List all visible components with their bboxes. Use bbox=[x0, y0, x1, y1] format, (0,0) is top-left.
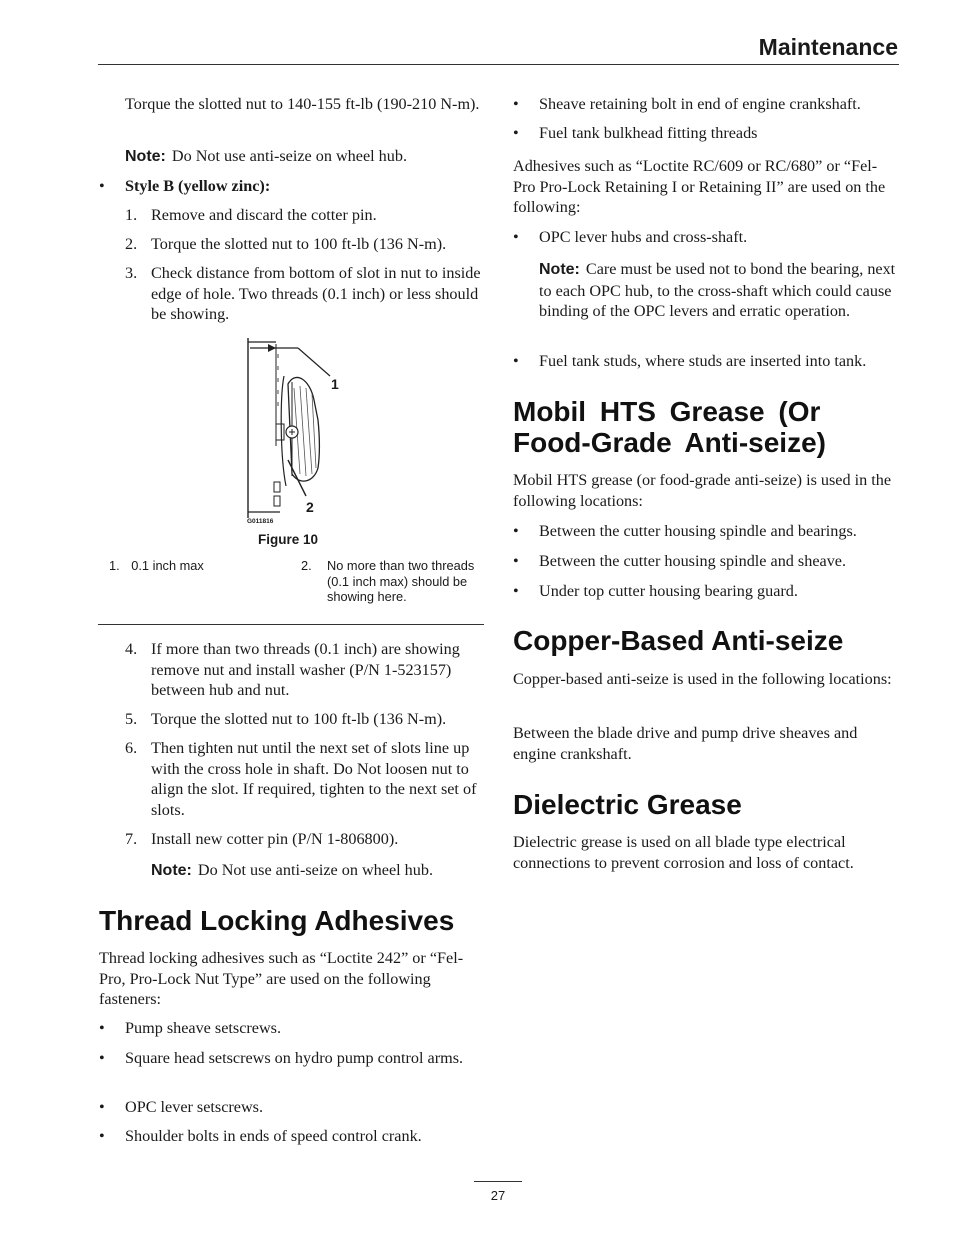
bullet-mark: • bbox=[513, 352, 519, 370]
bullet-mark: • bbox=[99, 1098, 105, 1116]
bullet-mark: • bbox=[513, 95, 519, 113]
note-wheel-hub-2 bbox=[151, 860, 485, 882]
list-item-text: OPC lever hubs and cross-shaft. bbox=[539, 228, 748, 246]
list-item bbox=[99, 1018, 485, 1039]
legend-number: 2. bbox=[301, 558, 312, 573]
list-item bbox=[99, 1097, 485, 1118]
figure-id-label: G011816 bbox=[247, 518, 274, 525]
step-text: Torque the slotted nut to 100 ft-lb (136 N-m). bbox=[151, 235, 447, 253]
list-item bbox=[513, 351, 903, 372]
copper-anti-seize-heading: Copper-Based Anti-seize bbox=[513, 625, 844, 656]
list-item-text: Under top cutter housing bearing guard. bbox=[539, 582, 798, 600]
bullet-mark: • bbox=[99, 1127, 105, 1145]
page-number: 27 bbox=[490, 1188, 506, 1203]
list-item bbox=[99, 1126, 485, 1147]
list-item-text: Fuel tank studs, where studs are inserted into tank. bbox=[539, 352, 867, 370]
legend-text: No more than two threads (0.1 inch max) should be showing here. bbox=[327, 558, 475, 604]
thread-locking-heading: Thread Locking Adhesives bbox=[99, 905, 455, 936]
page-section-title: Maintenance bbox=[758, 34, 898, 60]
bullet-mark: • bbox=[99, 177, 105, 195]
step-text: Install new cotter pin (P/N 1-806800). bbox=[151, 830, 399, 848]
bullet-mark: • bbox=[513, 124, 519, 142]
list-item bbox=[513, 551, 903, 572]
figure-caption: Figure 10 bbox=[258, 532, 319, 547]
torque-intro: Torque the slotted nut to 140-155 ft-lb (190-210 N-m). bbox=[125, 95, 480, 113]
style-b-label: Style B (yellow zinc): bbox=[125, 177, 271, 195]
list-item bbox=[513, 521, 903, 542]
note-text: Care must be used not to bond the bearing, next to each OPC hub, to the cross-shaft which could cause binding of the OPC levers and erratic operation. bbox=[539, 260, 896, 320]
step-number: 3. bbox=[125, 264, 138, 282]
mobil-grease-intro: Mobil HTS grease (or food-grade anti-seize) is used in the following locations: bbox=[513, 471, 892, 510]
list-item-text: Pump sheave setscrews. bbox=[125, 1019, 281, 1037]
list-item bbox=[513, 123, 903, 144]
bullet-mark: • bbox=[99, 1019, 105, 1037]
list-item-text: Sheave retaining bolt in end of engine crankshaft. bbox=[539, 95, 861, 113]
note-label: Note: bbox=[125, 148, 166, 165]
thread-locking-intro: Thread locking adhesives such as “Loctite 242” or “Fel-Pro, Pro-Lock Nut Type” are used on the following fasteners: bbox=[99, 949, 464, 1008]
step-number: 4. bbox=[125, 640, 138, 658]
list-item-text: Between the cutter housing spindle and sheave. bbox=[539, 552, 847, 570]
step-text: Remove and discard the cotter pin. bbox=[151, 206, 377, 224]
list-item bbox=[99, 1048, 485, 1090]
step-text: If more than two threads (0.1 inch) are showing remove nut and install washer (P/N 1-523157) between hub and nut. bbox=[151, 640, 460, 699]
dielectric-grease-heading: Dielectric Grease bbox=[513, 789, 742, 820]
legend-item-1 bbox=[109, 558, 289, 574]
step-number: 2. bbox=[125, 235, 138, 253]
step-item bbox=[125, 639, 485, 701]
note-label: Note: bbox=[151, 862, 192, 879]
mobil-grease-heading: Mobil HTS Grease (Or Food-Grade Anti-seize) bbox=[513, 396, 826, 458]
copper-anti-seize-text: Between the blade drive and pump drive sheaves and engine crankshaft. bbox=[513, 724, 858, 763]
list-item-text: Shoulder bolts in ends of speed control crank. bbox=[125, 1127, 422, 1145]
legend-number: 1. bbox=[109, 558, 120, 573]
nut-thread-diagram bbox=[240, 336, 350, 532]
note-label: Note: bbox=[539, 261, 580, 278]
step-item bbox=[125, 234, 485, 255]
bullet-mark: • bbox=[513, 552, 519, 570]
step-item bbox=[125, 709, 485, 730]
step-number: 5. bbox=[125, 710, 138, 728]
list-item-text: Square head setscrews on hydro pump control arms. bbox=[125, 1049, 464, 1067]
note-opc-bearing bbox=[539, 259, 901, 322]
step-item bbox=[125, 263, 485, 325]
header-divider bbox=[98, 64, 899, 65]
copper-anti-seize-intro: Copper-based anti-seize is used in the following locations: bbox=[513, 670, 892, 688]
dielectric-grease-text: Dielectric grease is used on all blade type electrical connections to prevent corrosion and loss of contact. bbox=[513, 833, 854, 872]
step-text: Torque the slotted nut to 100 ft-lb (136 N-m). bbox=[151, 710, 447, 728]
step-text: Then tighten nut until the next set of slots line up with the cross hole in shaft. Do Not loosen nut to align the slot. If required, tighten to the next set of slots. bbox=[151, 739, 477, 819]
list-item-text: Between the cutter housing spindle and bearings. bbox=[539, 522, 857, 540]
footer-divider bbox=[474, 1181, 522, 1182]
bullet-mark: • bbox=[513, 522, 519, 540]
step-number: 6. bbox=[125, 739, 138, 757]
list-item bbox=[513, 227, 903, 248]
bullet-mark: • bbox=[513, 582, 519, 600]
step-item bbox=[125, 738, 487, 820]
step-text: Check distance from bottom of slot in nut to inside edge of hole. Two threads (0.1 inch) or less should be showing. bbox=[151, 264, 481, 323]
list-item bbox=[513, 581, 903, 602]
step-number: 1. bbox=[125, 206, 138, 224]
list-item bbox=[513, 94, 903, 115]
list-item bbox=[99, 176, 485, 197]
note-text: Do Not use anti-seize on wheel hub. bbox=[197, 861, 433, 879]
retaining-adhesives-intro: Adhesives such as “Loctite RC/609 or RC/680” or “Fel-Pro Pro-Lock Retaining I or Retaining II” are used on the following: bbox=[513, 157, 886, 216]
step-number: 7. bbox=[125, 830, 138, 848]
note-wheel-hub-1 bbox=[125, 146, 485, 168]
list-item-text: OPC lever setscrews. bbox=[125, 1098, 264, 1116]
callout-2-label: 2 bbox=[306, 499, 314, 515]
bullet-mark: • bbox=[99, 1049, 105, 1067]
callout-1-label: 1 bbox=[331, 376, 339, 392]
figure-divider bbox=[98, 624, 484, 625]
step-item bbox=[125, 829, 485, 850]
step-item bbox=[125, 205, 485, 226]
bullet-mark: • bbox=[513, 228, 519, 246]
note-text: Do Not use anti-seize on wheel hub. bbox=[171, 147, 407, 165]
legend-text: 0.1 inch max bbox=[131, 558, 204, 573]
list-item-text: Fuel tank bulkhead fitting threads bbox=[539, 124, 758, 142]
